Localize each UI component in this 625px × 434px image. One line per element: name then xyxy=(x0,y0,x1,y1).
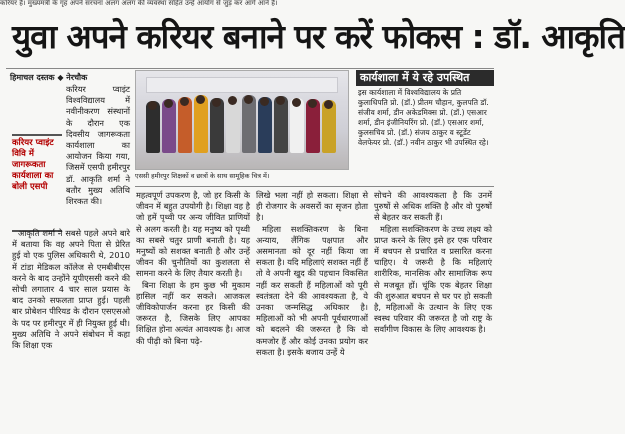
photo-head xyxy=(196,95,205,104)
column-4 xyxy=(374,190,492,430)
photo-head xyxy=(164,99,173,108)
previous-article-strip: करियर है। मुख्यमंत्री के गृह अपने संरचना अलग अलग की व्यवस्था सहित उन्हें आयोग से जुड़ कर आगे आने हैं। xyxy=(0,0,278,7)
photo-bottom-rule xyxy=(135,186,494,187)
attendees-text: इस कार्यशाला में विश्वविद्यालय के प्रति कुलाधिपति प्रो. (डॉ.) प्रीतम चौहान, कुलपति डॉ. संजीव शर्मा, डीन अकेडमिक्स प्रो. (डॉ.) एसआर शर्मा, डीन इंजीनियरिंग प्रो. (डॉ.) एसआर शर्मा, कुलसचिव प्रो. (डॉ.) संजय ठाकुर व स्टूडेंट वेलफेयर प्रो. (डॉ.) नवीन ठाकुर भी उपस्थित रहे। xyxy=(358,88,489,147)
headline: युवा अपने करियर बनाने पर करें फोकस : डॉ. आकृति xyxy=(12,17,625,56)
photo-head xyxy=(292,98,301,107)
photo-head xyxy=(228,96,237,105)
column-1 xyxy=(12,228,130,428)
column-3 xyxy=(256,190,368,430)
photo-head xyxy=(148,101,157,110)
group-photo xyxy=(135,70,349,170)
photo-head xyxy=(260,97,269,106)
photo-head xyxy=(244,95,253,104)
column-2 xyxy=(136,190,250,430)
photo-head xyxy=(212,98,221,107)
attendees-box xyxy=(356,70,494,180)
pull-quote: करियर प्वाइंट विवि में जागरूकता कार्यशाला का बोली एसपी xyxy=(12,134,62,232)
body-paragraph: लिखे भला नहीं हो सकता। शिक्षा से ही रोजगार के अवसरों का सृजन होता है। xyxy=(256,190,368,223)
byline-place: नेरचौक xyxy=(66,73,88,82)
photo-head xyxy=(180,97,189,106)
body-paragraph: महत्वपूर्ण उपकरण है, जो हर किसी के जीवन में बहुत उपयोगी है। शिक्षा वह है जो हमें पृथ्वी पर अन्य जीवित प्राणियों से अलग करती है। यह मनुष्य को पृथ्वी का सबसे चतुर प्राणी बनाती है। यह मनुष्यों को सशक्त बनाती है और उन्हें जीवन की चुनौतियों का कुशलता से सामना करने के लिए तैयार करती है। xyxy=(136,190,250,279)
byline xyxy=(10,72,87,83)
body-paragraph: बिना शिक्षा के हम कुछ भी मुकाम हासिल नहीं कर सकते। आजकल जीविकोपार्जन करना हर किसी की जरूरत है, जिसके लिए आपका शिक्षित होना अत्यंत आवश्यक है। आज की पीढ़ी को बिना पढ़े- xyxy=(136,279,250,346)
body-paragraph: महिला सशक्तिकरण के उच्च लक्ष्य को प्राप्त करने के लिए इसे हर एक परिवार में बचपन से प्रचारित व प्रसारित करना चाहिए। ये जरूरी है कि महिलाएं शारीरिक, मानसिक और सामाजिक रूप से मजबूत हों। चूंकि एक बेहतर शिक्षा की शुरुआत बचपन से घर पर हो सकती है, महिलाओं के उत्थान के लिए एक स्वस्थ परिवार की जरूरत है जो राष्ट्र के सर्वांगीण विकास के लिए आवश्यक है। xyxy=(374,223,492,335)
body-paragraph: महिला सशक्तिकरण के बिना अन्याय, लैंगिक पक्षपात और असमानता को दूर नहीं किया जा सकता है। यदि महिलाएं सशक्त नहीं हैं तो वे अपनी खुद की पहचान विकसित नहीं कर सकती हैं महिलाओं को पूरी स्वतंत्रता देने की आवश्यकता है, ये उनका जन्मसिद्ध अधिकार है। महिलाओं को भी अपनी पूर्वधारणाओं को बदलने की जरूरत है कि वो कमजोर हैं और कोई उनका प्रयोग कर सकता है। इसके बजाय उन्हें ये xyxy=(256,223,368,357)
photo-backdrop-banner xyxy=(146,77,338,93)
photo-head xyxy=(324,100,333,109)
photo-head xyxy=(308,99,317,108)
byline-org: हिमाचल दस्तक xyxy=(10,73,55,82)
byline-separator: ◆ xyxy=(57,73,67,82)
headline-rule xyxy=(6,68,494,69)
body-paragraph: सोचने की आवश्यकता है कि उनमें पुरुषों से अधिक शक्ति है और वो पुरुषों से बेहतर कर सकती हैं। xyxy=(374,190,492,223)
photo-caption: एससी हमीरपुर शिक्षकों व छात्रों के साथ सामूहिक चित्र में। xyxy=(135,172,270,180)
column-1-top xyxy=(66,84,130,207)
photo-head xyxy=(276,96,285,105)
attendees-title: कार्यशाला में ये रहे उपस्थित xyxy=(356,70,494,86)
intro-paragraph: करियर प्वाइंट विश्वविद्यालय में नवीनीकरण संस्थानों के दौरान एक दिवसीय जागरूकता कार्यशाला का आयोजन किया गया, जिसमें एसपी हमीरपुर डॉ. आकृति शर्मा ने बतौर मुख्य अतिथि शिरकत की। xyxy=(66,84,130,207)
body-paragraph: आकृति शर्मा ने सबसे पहले अपने बारे में बताया कि वह अपने पिता से प्रेरित हुई वो एक पुलिस अधिकारी थे, 2010 में टांडा मेडिकल कॉलेज से एमबीबीएस करने के बाद उन्होंने यूपीएससी करने की सोची लगातार 4 चार साल प्रयास के बाद उनको सफलता प्राप्त हुई। पहली बार प्रोबेशन पीरियड के दौरान एसएसओ के पद पर हमीरपुर में ही नियुक्त हुई थी। मुख्य अतिथि ने अपने संबोधन में कहा कि शिक्षा एक xyxy=(12,228,130,351)
